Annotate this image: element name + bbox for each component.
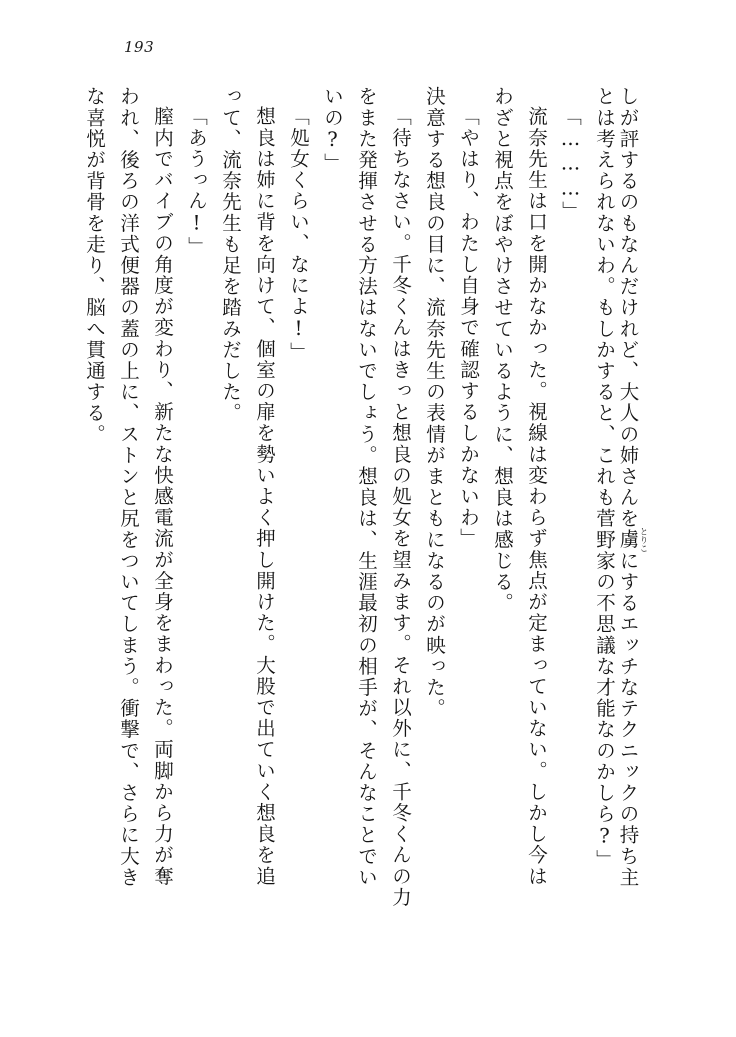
text-column: 「………」 <box>559 106 582 222</box>
text-column: 「処女くらい、なによ!」 <box>287 106 310 363</box>
text-column: 膣内でバイブの角度が変わり、新たな快感電流が全身をまわった。両脚から力が奪 <box>151 106 174 887</box>
ruby-annotation: 虜とりこ <box>616 526 648 553</box>
text-column: しが評するのもなんだけれど、大人の姉さんを虜とりこにするエッチなテクニックの持ち主 <box>616 86 648 888</box>
page-number: 193 <box>124 38 155 56</box>
text-column: 「待ちなさい。千冬くんはきっと想良の処女を望みます。それ以外に、千冬くんの力 <box>389 106 412 908</box>
text-column: われ、後ろの洋式便器の蓋の上に、ストンと尻をついてしまう。衝撃で、さらに大き <box>117 86 140 888</box>
text-column: って、流奈先生も足を踏みだした。 <box>219 86 242 424</box>
text-column: をまた発揮させる方法はないでしょう。想良は、生涯最初の相手が、そんなことでい <box>355 86 378 888</box>
vertical-text-block <box>83 86 648 966</box>
text-column: とは考えられないわ。もしかすると、これも菅野家の不思議な才能なのかしら?」 <box>593 86 616 871</box>
text-column: 決意する想良の目に、流奈先生の表情がまともになるのが映った。 <box>423 86 446 719</box>
text-column: な喜悦が背骨を走り、脳へ貫通する。 <box>83 86 106 445</box>
text-column: いの?」 <box>321 86 344 174</box>
text-column: 想良は姉に背を向けて、個室の扉を勢いよく押し開けた。大股で出ていく想良を追 <box>253 106 276 887</box>
text-column: 「やはり、わたし自身で確認するしかないわ」 <box>457 106 480 550</box>
text-column: 流奈先生は口を開かなかった。視線は変わらず焦点が定まっていない。しかし今は <box>525 106 548 887</box>
text-column: 「あうっん!」 <box>185 106 208 258</box>
text-column: わざと視点をぼやけさせているように、想良は感じる。 <box>491 86 514 614</box>
